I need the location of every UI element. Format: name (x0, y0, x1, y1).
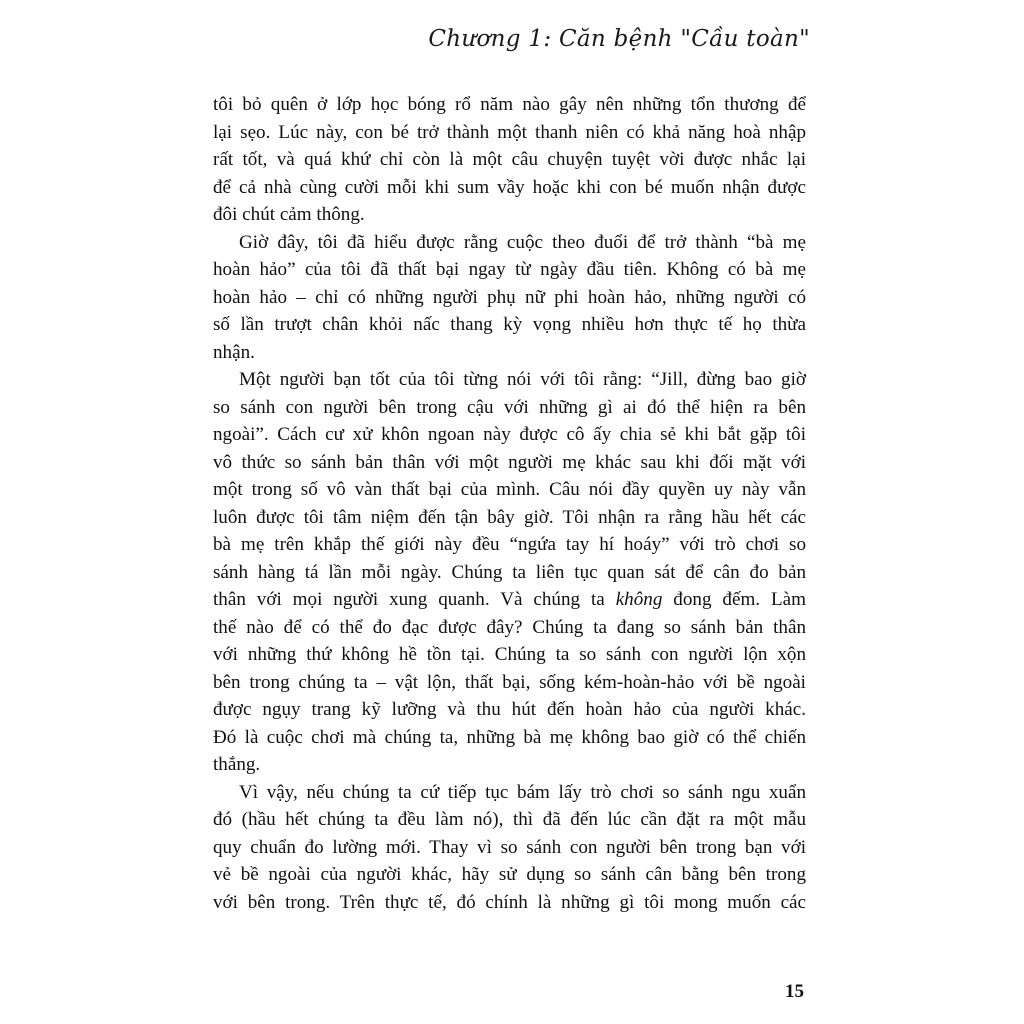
paragraph (213, 779, 806, 917)
paragraph (213, 91, 806, 229)
text-line: rất tốt, và quá khứ chỉ còn là một câu chuyện tuyệt vời được nhắc lại (213, 149, 806, 170)
text-line: Giờ đây, tôi đã hiểu được rằng cuộc theo đuổi để trở thành “bà mẹ (239, 231, 806, 253)
text-line: đó (hầu hết chúng ta đều làm nó), thì đã đến lúc cần đặt ra một mẫu (213, 809, 806, 830)
text-line: ngoài”. Cách cư xử khôn ngoan này được cô ấy chia sẻ khi bắt gặp tôi (213, 424, 806, 445)
text-line: với những thứ không hề tồn tại. Chúng ta so sánh con người lộn xộn (213, 644, 806, 665)
text-line: một trong số vô vàn thất bại của mình. Câu nói đầy quyền uy này vẫn (213, 479, 806, 500)
text-line: hoàn hảo – chỉ có những người phụ nữ phi hoàn hảo, những người có (213, 286, 806, 308)
text-segment: thân với mọi người xung quanh. Và chúng ta (213, 589, 616, 610)
text-line: sánh hàng tá lần mỗi ngày. Chúng ta liên tục quan sát để cân đo bản (213, 561, 806, 583)
emphasized-word: không (615, 589, 663, 610)
paragraph (213, 229, 806, 367)
text-line: Đó là cuộc chơi mà chúng ta, những bà mẹ không bao giờ có thể chiến (213, 726, 806, 748)
text-line (213, 586, 806, 614)
paragraph (213, 366, 806, 779)
text-line: bên trong chúng ta – vật lộn, thất bại, sống kém-hoàn-hảo với bề ngoài (213, 671, 806, 693)
text-line: đôi chút cảm thông. (213, 204, 365, 225)
text-line: thế nào để có thể đo đạc được đây? Chúng ta đang so sánh bản thân (213, 616, 806, 638)
text-line: Một người bạn tốt của tôi từng nói với tôi rằng: “Jill, đừng bao giờ (239, 369, 806, 390)
text-line: Vì vậy, nếu chúng ta cứ tiếp tục bám lấy trò chơi so sánh ngu xuẩn (239, 781, 806, 803)
text-line: lại sẹo. Lúc này, con bé trở thành một thanh niên có khả năng hoà nhập (213, 121, 806, 143)
text-line: thắng. (213, 754, 261, 775)
text-line: quy chuẩn đo lường mới. Thay vì so sánh con người bên trong bạn với (213, 836, 806, 858)
text-line: với bên trong. Trên thực tế, đó chính là những gì tôi mong muốn các (213, 891, 806, 913)
text-line: bà mẹ trên khắp thế giới này đều “ngứa tay hí hoáy” với trò chơi so (213, 534, 806, 555)
text-line: số lần trượt chân khỏi nấc thang kỳ vọng nhiều hơn thực tế họ thừa (213, 314, 806, 335)
text-segment: đong đếm. Làm (662, 589, 806, 610)
page-number: 15 (785, 981, 804, 1002)
text-line: tôi bỏ quên ở lớp học bóng rổ năm nào gây nên những tổn thương để (213, 94, 806, 115)
text-line: so sánh con người bên trong cậu với những gì ai đó thể hiện ra bên (213, 396, 806, 418)
text-line: luôn được tôi tâm niệm đến tận bây giờ. Tôi nhận ra rằng hầu hết các (213, 506, 806, 528)
text-line: được ngụy trang kỹ lưỡng và thu hút đến hoàn hảo của người khác. (213, 699, 806, 720)
text-line: nhận. (213, 341, 255, 363)
body-text (213, 91, 806, 916)
running-header: Chương 1: Căn bệnh "Cầu toàn" (428, 26, 810, 52)
text-line: hoàn hảo” của tôi đã thất bại ngay từ ngày đầu tiên. Không có bà mẹ (213, 259, 806, 280)
text-line: vô thức so sánh bản thân với một người mẹ khác sau khi đối mặt với (213, 451, 806, 473)
text-line: để cả nhà cùng cười mỗi khi sum vầy hoặc khi con bé muốn nhận được (213, 176, 806, 198)
text-line: vẻ bề ngoài của người khác, hãy sử dụng so sánh cân bằng bên trong (213, 864, 806, 885)
